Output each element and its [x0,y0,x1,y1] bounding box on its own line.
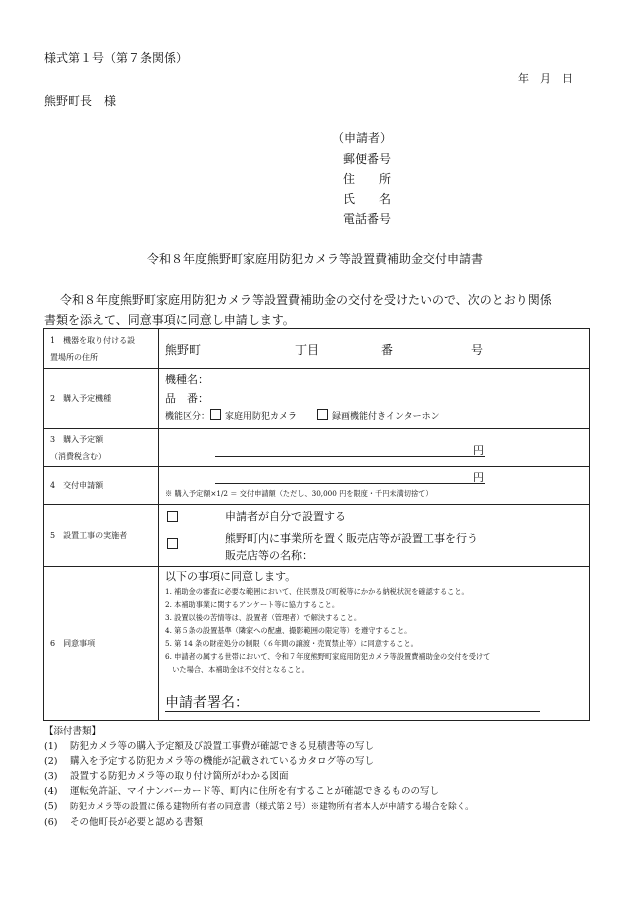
document-title: 令和８年度熊野町家庭用防犯カメラ等設置費補助金交付申請書 [147,252,484,266]
name-label: 氏 名 [343,192,392,206]
dealer-name-field[interactable]: 販売店等の名称： [225,549,313,562]
purchase-amount-underline [215,456,485,457]
grant-amount-underline [215,483,485,484]
consent-item-1: 1. 補助金の審査に必要な範囲において、住民票及び町税等にかかる納税状況を確認すること。 [165,587,469,596]
intro-line-1: 令和８年度熊野町家庭用防犯カメラ等設置費補助金の交付を受けたいので、次のとおり関係 [60,293,552,307]
attachment-item: (1) 防犯カメラ等の購入予定額及び設置工事費が確認できる見積書等の写し [44,741,375,752]
label-install-address: 1 機器を取り付ける設 置場所の住所 [44,329,159,369]
model-name-field[interactable]: 機種名： [165,373,209,386]
address-label: 住 所 [343,172,392,186]
attachment-item: (5) 防犯カメラ等の設置に係る建物所有者の同意書（様式第２号）※建物所有者本人が申請する場合を除く。 [44,801,474,812]
consent-item-3: 3. 設置以後の苦情等は、設置者（管理者）で解決すること。 [165,613,362,622]
attachments [44,724,474,830]
signature-label: 申請者署名： [165,695,249,711]
consent-item-2: 2. 本補助事業に関するアンケート等に協力すること。 [165,600,340,609]
consent-heading: 以下の事項に同意します。 [165,570,297,583]
field-installer: 申請者が自分で設置する 熊野町内に事業所を置く販売店等が設置工事を行う 販売店等の名称： [159,505,590,567]
label-installer: 5 設置工事の実施者 [44,505,159,567]
form-number: 様式第１号（第７条関係） [44,51,189,65]
field-consent [159,567,590,721]
row-installer [44,505,590,567]
applicant-heading: （申請者） [332,131,393,145]
attachment-item: (3) 設置する防犯カメラ等の取り付け箇所がわかる図面 [44,771,289,782]
grant-calculation-note: ※ 購入予定額×1/2 ＝ 交付申請額（ただし、30,000 円を限度・千円未満切捨て） [165,489,433,498]
checkbox-dealer-install[interactable] [167,538,178,549]
checkbox-self-install[interactable] [167,511,178,522]
postal-code-label: 郵便番号 [343,152,392,166]
signature-field[interactable] [165,711,540,712]
intro-line-2: 書類を添えて、同意事項に同意し申請します。 [44,313,295,327]
row-model [44,369,590,429]
phone-label: 電話番号 [343,212,392,226]
row-install-address [44,329,590,369]
field-install-address[interactable]: 熊野町 丁目 番 号 [159,329,590,369]
field-model: 機種名： 品 番： 機能区分： 家庭用防犯カメラ 録画機能付きインターホン [159,369,590,429]
checkbox-intercom[interactable] [317,409,328,420]
field-purchase-amount[interactable]: 円 [159,429,590,467]
label-consent: 6 同意事項 [44,567,159,721]
checkbox-home-camera[interactable] [210,409,221,420]
attachments-heading: 【添付書類】 [44,726,102,737]
application-table [43,328,590,721]
part-number-field[interactable]: 品 番： [165,392,209,405]
consent-item-5: 5. 第 14 条の財産処分の制限（６年間の譲渡・売買禁止等）に同意すること。 [165,639,418,648]
consent-item-6-cont: いた場合、本補助金は不交付となること。 [165,665,309,674]
row-purchase-amount [44,429,590,467]
label-grant-amount: 4 交付申請額 [44,467,159,505]
consent-item-4: 4. 第５条の設置基準（隣家への配慮、撮影範囲の限定等）を遵守すること。 [165,626,412,635]
row-consent [44,567,590,721]
row-grant-amount [44,467,590,505]
label-purchase-amount: 3 購入予定額 （消費税含む） [44,429,159,467]
field-grant-amount[interactable]: 円 ※ 購入予定額×1/2 ＝ 交付申請額（ただし、30,000 円を限度・千円未満切捨て） [159,467,590,505]
date-line: 年 月 日 [518,72,573,85]
label-model: 2 購入予定機種 [44,369,159,429]
attachment-item: (6) その他町長が必要と認める書類 [44,817,204,828]
attachment-item: (2) 購入を予定する防犯カメラ等の機能が記載されているカタログ等の写し [44,756,375,767]
consent-item-6: 6. 申請者の属する世帯において、令和７年度熊野町家庭用防犯カメラ等設置費補助金の交付を受けて [165,652,491,661]
addressee: 熊野町長 様 [44,94,117,108]
attachment-item: (4) 運転免許証、マイナンバーカード等、町内に住所を有することが確認できるものの写し [44,786,439,797]
